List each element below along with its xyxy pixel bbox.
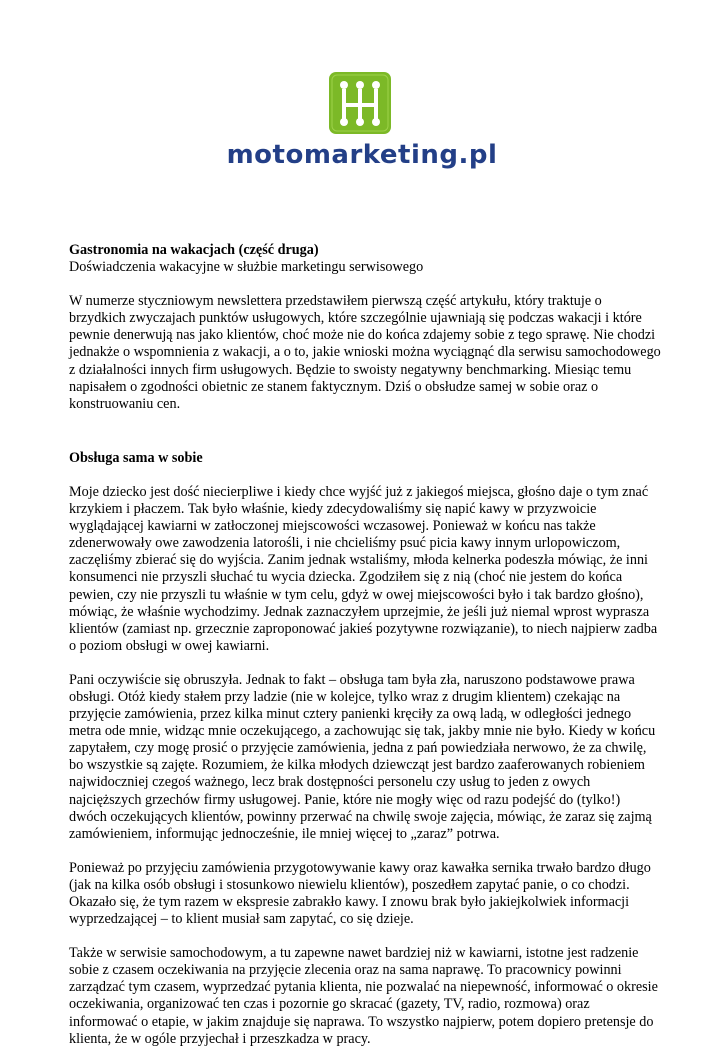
article-subtitle: Doświadczenia wakacyjne w służbie marketingu serwisowego [69,259,424,276]
logo [0,72,724,172]
article-title: Gastronomia na wakacjach (część druga) [69,242,319,258]
section-heading: Obsługa sama w sobie [69,449,203,466]
article-paragraph: Także w serwisie samochodowym, a tu zapewne nawet bardziej niż w kawiarni, istotne jest radzenie sobie z czasem oczekiwania na przyjęcie zlecenia oraz na sama naprawę. To pracownicy powinni zarządzać tym czasem, wyprzedzać pytania klienta, nie pozwalać na niepewność, informować o okresie oczekiwania, organizować ten czas i pozornie go skracać (gazety, TV, radio, rozmowa) oraz informować o etapie, w jakim znajduje się naprawa. To wszystko najpierw, potem dopiero pretensje do klienta, że w ogóle przyjechał i przeszkadza w pracy. [69,945,658,1047]
motomarketing-logo-icon [329,72,391,134]
logo-wordmark: motomarketing.pl [226,140,498,170]
article-paragraph: Pani oczywiście się obruszyła. Jednak to fakt – obsługa tam była zła, naruszono podstawowe prawa obsługi. Otóż kiedy stałem przy ladzie (nie w kolejce, tylko wraz z drugim klientem) czekając na przyjęcie zamówienia, przez kilka minut cztery panienki kręciły za ową ladą, w odległości jednego metra ode mnie, widząc mnie oczekującego, a zachowując się tak, jakby mnie nie było. Kiedy w końcu zapytałem, czy mogę prosić o przyjęcie zamówienia, jedna z pań powiedziała nerwowo, że za chwilę, bo wszystkie są zajęte. Rozumiem, że kilka młodych dziewcząt jest bardzo zaaferowanych robieniem najwidoczniej czegoś ważnego, lecz brak dostępności personelu czy usług to jeden z owych najcięższych grzechów firmy usługowej. Panie, które nie mogły więc od razu podejść do (tylko!) dwóch oczekujących klientów, powinny przerwać na chwilę swoje zajęcia, mówiąc, że zaraz się zajmą zamówieniem, informując jednocześnie, ile mniej więcej to „zaraz” potrwa. [69,671,656,842]
article-paragraph: Ponieważ po przyjęciu zamówienia przygotowywanie kawy oraz kawałka sernika trwało bardzo długo (jak na kilka osób obsługi i stosunkowo niewielu klientów), poszedłem zapytać panie, o co chodzi. Okazało się, że tym razem w ekspresie zabrakło kawy. I znowu brak było jakiejkolwiek informacji wyprzedzającej – to klient musiał sam zapytać, co się dzieje. [69,859,651,928]
article [69,242,661,1048]
article-intro: W numerze styczniowym newslettera przedstawiłem pierwszą część artykułu, który traktuje o brzydkich zwyczajach punktów usługowych, które szczególnie ujawniają się podczas wakacji i które pewnie denerwują nas jako klientów, choć może nie do końca zdajemy sobie z tego sprawę. Nie chodzi jednakże o wspomnienia z wakacji, a o to, jakie wnioski można wyciągnąć dla serwisu samochodowego z działalności innych firm usługowych. Będzie to swoisty negatywny benchmarking. Miesiąc temu napisałem o zgodności obietnic ze stanem faktycznym. Dziś o obsłudze samej w sobie oraz o konstruowaniu cen. [69,293,661,412]
article-paragraph: Moje dziecko jest dość niecierpliwe i kiedy chce wyjść już z jakiegoś miejsca, głośno daje o tym znać krzykiem i płaczem. Tak było właśnie, kiedy zdecydowaliśmy się napić kawy w przyzwoicie wyglądającej kawiarni w zatłoczonej miejscowości wczasowej. Ponieważ w końcu nas także zdenerwowały owe zawodzenia latorośli, i nie chcieliśmy psuć picia kawy innym urlopowiczom, zaczęliśmy zbierać się do wyjścia. Zanim jednak wstaliśmy, młoda kelnerka podeszła mówiąc, że inni konsumenci nie przyszli słuchać tu wycia dziecka. Zgodziłem się z nią (choć nie jestem do końca pewien, czy nie przyszli tu właśnie w tym celu, gdyż w owej miejscowości było i tak bardzo głośno), mówiąc, że właśnie wychodzimy. Jednak zaznaczyłem uprzejmie, że jeśli już niemal wprost wyprasza klientów (zamiast np. grzecznie zaproponować jakieś pozytywne rozwiązanie), to niech najpierw zadba o poziom obsługi w owej kawiarni. [69,483,658,654]
